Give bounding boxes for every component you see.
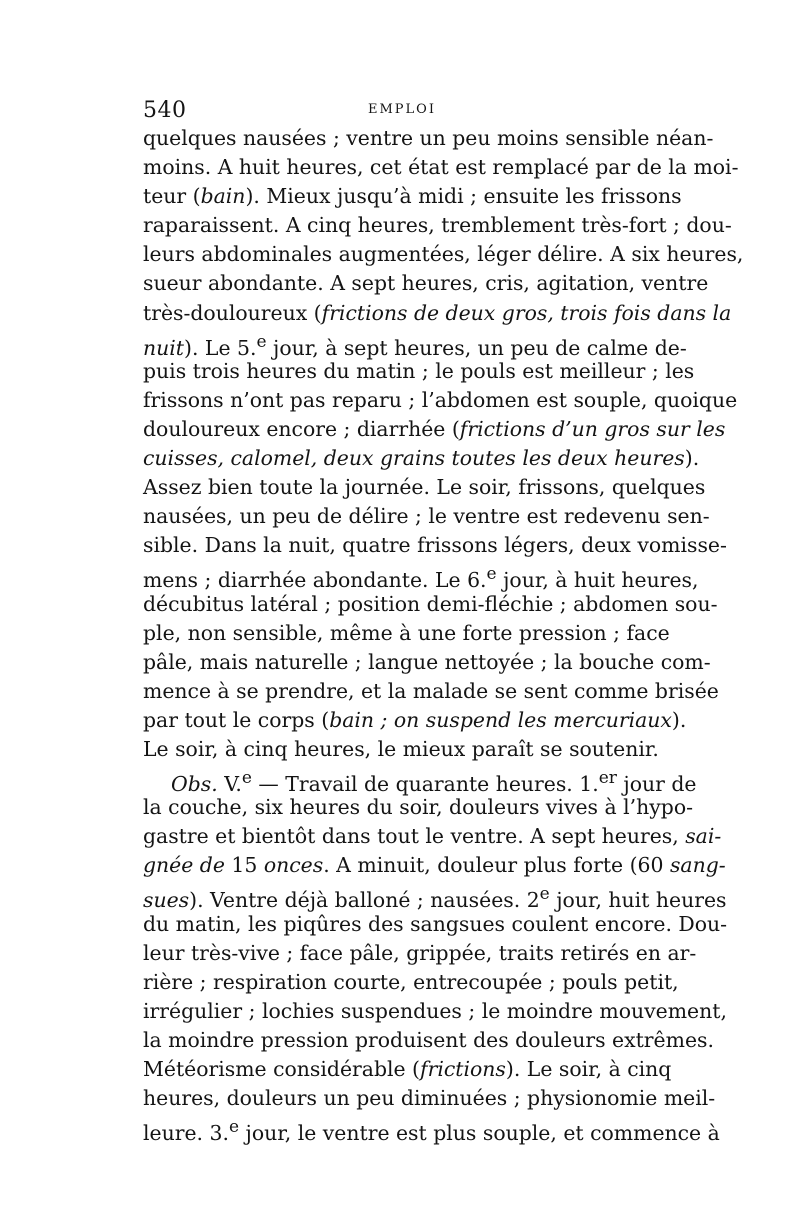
text-line: douloureux encore ; diarrhée (frictions d’un gros sur les: [143, 416, 726, 441]
text-line: raparaissent. A cinq heures, tremblement très-fort ; dou-: [143, 213, 732, 238]
text-line: leure. 3.$^e$ jour, le ventre est plus souple, et commence à: [143, 1117, 720, 1145]
text-line: quelques nausées ; ventre un peu moins sensible néan-: [143, 126, 714, 150]
text-line: rière ; respiration courte, entrecoupée ; pouls petit,: [143, 969, 679, 994]
text-line: leur très-vive ; face pâle, grippée, traits retirés en ar-: [143, 940, 697, 965]
text-line: teur (bain). Mieux jusqu’à midi ; ensuite les frissons: [143, 184, 682, 209]
text-line: mence à se prendre, et la malade se sent comme brisée: [143, 678, 719, 703]
text-line: Assez bien toute la journée. Le soir, frissons, quelques: [143, 475, 706, 500]
running-title: EMPLOI: [368, 102, 436, 117]
text-line: ple, non sensible, même à une forte pression ; face: [143, 620, 670, 645]
text-line: leurs abdominales augmentées, léger délire. A six heures,: [143, 242, 744, 267]
text-line: la couche, six heures du soir, douleurs vives à l’hypo-: [143, 795, 693, 820]
text-line: mens ; diarrhée abondante. Le 6.$^e$ jour, à huit heures,: [143, 564, 699, 593]
text-line: sues). Ventre déjà balloné ; nausées. 2e jour, huit heures: [143, 884, 727, 913]
text-line: Météorisme considérable (frictions). Le soir, à cinq: [143, 1057, 672, 1081]
text-line: décubitus latéral ; position demi-fléchie ; abdomen sou-: [143, 591, 718, 616]
text-line: heures, douleurs un peu diminuées ; physionomie meil-: [143, 1086, 716, 1111]
text-line: sible. Dans la nuit, quatre frissons légers, deux vomisse-: [143, 533, 727, 558]
text-line: nuit). Le 5.$^e$ jour, à sept heures, un peu de calme de-: [143, 331, 687, 360]
text-line: nausées, un peu de délire ; le ventre est redevenu sen-: [143, 504, 710, 529]
text-line: du matin, les piqûres des sangsues coulent encore. Dou-: [143, 911, 728, 936]
text-line: Le soir, à cinq heures, le mieux paraît se soutenir.: [143, 736, 659, 761]
text-line: frissons n’ont pas reparu ; l’abdomen est souple, quoique: [143, 387, 738, 412]
body-text: [143, 124, 744, 1145]
text-line: pâle, mais naturelle ; langue nettoyée ; la bouche com-: [143, 649, 711, 674]
text-line: puis trois heures du matin ; le pouls est meilleur ; les: [143, 358, 695, 383]
text-line: gastre et bientôt dans tout le ventre. A sept heures, sai-: [143, 824, 722, 849]
text-line: la moindre pression produisent des douleurs extrêmes.: [143, 1027, 714, 1052]
text-line: moins. A huit heures, cet état est remplacé par de la moi-: [143, 155, 739, 180]
text-line: Obs. V.$^e$ — Travail de quarante heures. 1.$^{er}$ jour de: [171, 768, 697, 796]
text-line: sueur abondante. A sept heures, cris, agitation, ventre: [143, 271, 709, 296]
text-line: irrégulier ; lochies suspendues ; le moindre mouvement,: [143, 998, 727, 1023]
running-head: [143, 98, 661, 124]
text-line: gnée de 15 onces. A minuit, douleur plus forte (60 sang-: [143, 853, 726, 878]
text-line: par tout le corps (bain ; on suspend les mercuriaux).: [143, 707, 687, 732]
text-line: très-douloureux (frictions de deux gros, trois fois dans la: [143, 300, 732, 325]
text-line: cuisses, calomel, deux grains toutes les deux heures).: [143, 446, 700, 471]
page-number: 540: [143, 98, 187, 123]
